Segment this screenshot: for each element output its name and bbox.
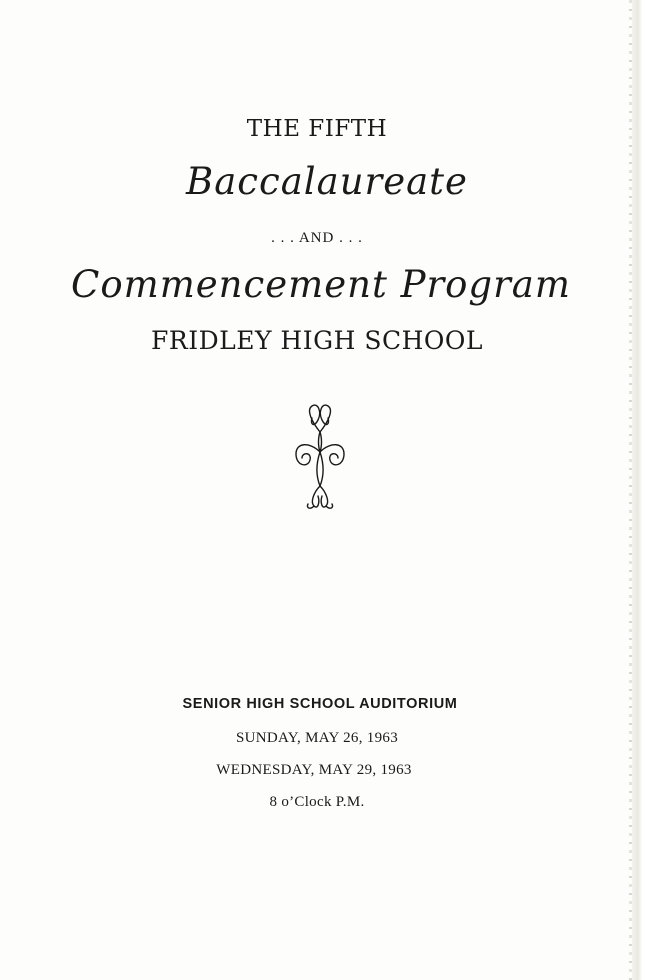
event-time: 8 o’Clock P.M. bbox=[269, 794, 365, 810]
commencement-date: WEDNESDAY, MAY 29, 1963 bbox=[216, 762, 412, 778]
and-separator: . . . AND . . . bbox=[271, 230, 363, 246]
school-name: FRIDLEY HIGH SCHOOL bbox=[151, 326, 483, 355]
scroll-flourish-icon bbox=[288, 402, 352, 514]
venue-label: SENIOR HIGH SCHOOL AUDITORIUM bbox=[182, 696, 458, 712]
baccalaureate-title: Baccalaureate bbox=[186, 160, 468, 203]
commencement-title: Commencement Program bbox=[71, 263, 571, 306]
baccalaureate-date: SUNDAY, MAY 26, 1963 bbox=[235, 730, 398, 746]
edition-title: THE FIFTH bbox=[246, 116, 388, 142]
page-edge-shadow bbox=[632, 0, 646, 980]
